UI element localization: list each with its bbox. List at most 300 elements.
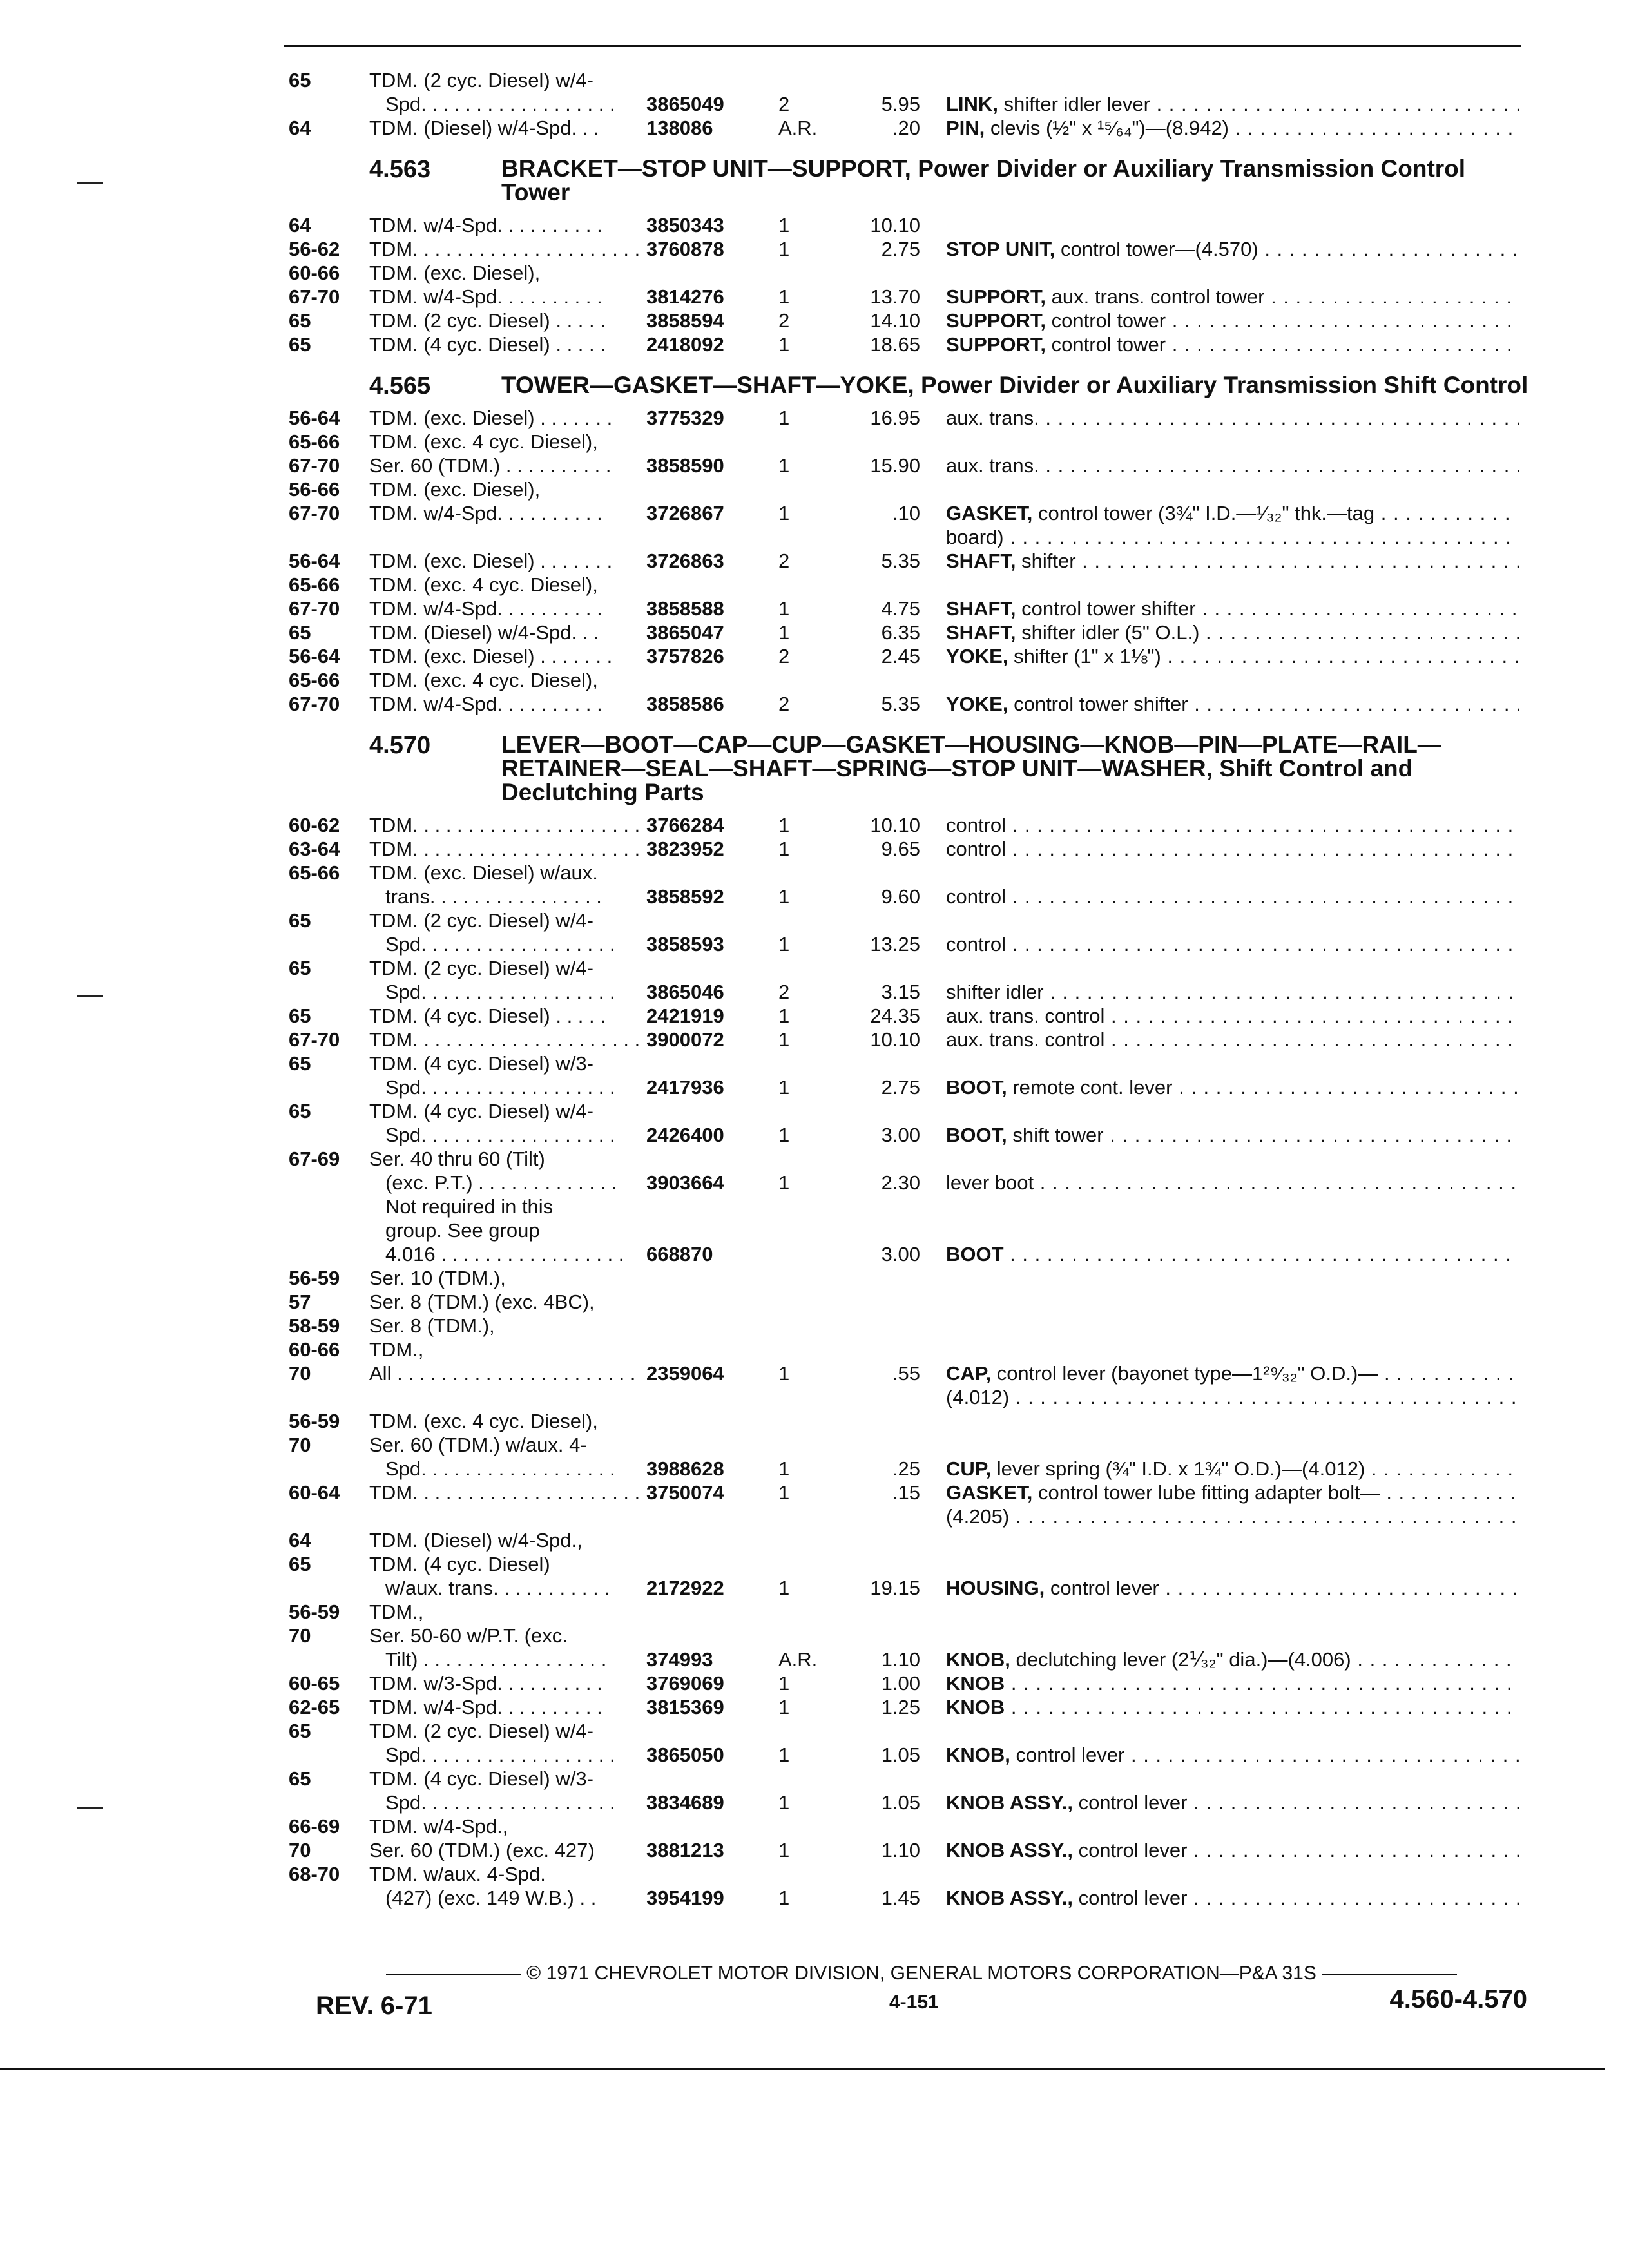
part-detail: control lever (1072, 1887, 1188, 1909)
part-description (946, 1886, 1519, 1910)
model-years: 56-59 (289, 1267, 340, 1289)
quantity: 1 (778, 1457, 790, 1480)
part-detail: control tower—(4.570) (1055, 238, 1258, 260)
margin-tick (77, 1807, 103, 1809)
part-row (289, 1576, 1519, 1600)
part-row (289, 597, 1519, 620)
part-name: GASKET, (946, 1481, 1033, 1504)
part-detail: control tower shifter (1016, 597, 1196, 620)
part-number: 2417936 (646, 1076, 724, 1099)
quantity: 2 (778, 93, 790, 115)
model-years: 67-70 (289, 285, 340, 308)
quantity: 1 (778, 1362, 790, 1385)
price: 13.70 (870, 285, 920, 308)
part-row (289, 1409, 1519, 1433)
application: TDM. . . . . . . . . . . . . . . . . . . . . (369, 238, 641, 260)
model-years: 65-66 (289, 669, 340, 691)
application: TDM., (369, 1600, 424, 1623)
part-row (289, 1099, 1519, 1123)
model-years: 67-69 (289, 1148, 340, 1170)
part-detail: control lever (1010, 1744, 1125, 1766)
part-row (289, 1767, 1519, 1791)
price: 3.00 (881, 1243, 920, 1265)
application: (exc. P.T.) . . . . . . . . . . . . . (385, 1171, 617, 1194)
application: Ser. 60 (TDM.) (exc. 427) (369, 1839, 595, 1861)
part-number: 3726863 (646, 550, 724, 572)
part-row (289, 1481, 1519, 1504)
model-years: 64 (289, 117, 311, 139)
application: TDM. (Diesel) w/4-Spd. . . (369, 117, 599, 139)
part-detail: aux. trans. control (946, 1028, 1105, 1051)
part-row (289, 620, 1519, 644)
part-description (946, 454, 1519, 477)
part-row (289, 1719, 1519, 1743)
part-number: 2426400 (646, 1124, 724, 1146)
application: TDM. (Diesel) w/4-Spd. . . (369, 621, 599, 644)
quantity: 1 (778, 214, 790, 236)
part-detail: control lever (bayonet type—1²⁹⁄₃₂" O.D.)— (991, 1362, 1378, 1385)
quantity: 1 (778, 1696, 790, 1718)
section-number: 4.565 (369, 372, 431, 399)
part-description (946, 885, 1519, 908)
part-row (289, 908, 1519, 932)
part-number: 3834689 (646, 1791, 724, 1814)
application: TDM. (2 cyc. Diesel) w/4- (369, 957, 593, 979)
application: w/aux. trans. . . . . . . . . . . (385, 1577, 610, 1599)
part-detail: control (946, 814, 1007, 836)
price: 5.35 (881, 550, 920, 572)
part-row (289, 332, 1519, 356)
part-detail: aux. trans. control tower (1046, 285, 1265, 308)
model-years: 65 (289, 1767, 311, 1790)
part-row (289, 1052, 1519, 1075)
part-detail: control lever (1045, 1577, 1159, 1599)
part-description (946, 309, 1519, 332)
model-years: 64 (289, 1529, 311, 1552)
page-footer (316, 1962, 1527, 2020)
part-row (289, 1743, 1519, 1767)
part-row (289, 213, 1519, 237)
price: 19.15 (870, 1577, 920, 1599)
model-years: 65-66 (289, 573, 340, 596)
model-years: 65 (289, 1553, 311, 1575)
part-row (289, 692, 1519, 716)
application: TDM. (2 cyc. Diesel) w/4- (369, 909, 593, 932)
price: .25 (892, 1457, 920, 1480)
part-name: KNOB ASSY., (946, 1791, 1073, 1814)
part-number: 2418092 (646, 333, 724, 356)
part-detail: shifter (1" x 1⅛") (1008, 645, 1161, 668)
application: TDM. (exc. 4 cyc. Diesel), (369, 1410, 598, 1432)
part-detail: shifter idler (946, 981, 1044, 1003)
part-number: 3858592 (646, 885, 724, 908)
part-row (289, 1504, 1519, 1528)
model-years: 63-64 (289, 838, 340, 860)
copyright-text: © 1971 CHEVROLET MOTOR DIVISION, GENERAL MOTORS CORPORATION—P&A 31S (526, 1963, 1316, 1984)
part-number: 3858590 (646, 454, 724, 477)
application: Spd. . . . . . . . . . . . . . . . . . (385, 981, 615, 1003)
application: Spd. . . . . . . . . . . . . . . . . . (385, 933, 615, 956)
part-row (289, 1695, 1519, 1719)
part-name: STOP UNIT, (946, 238, 1055, 260)
application: (427) (exc. 149 W.B.) . . (385, 1887, 597, 1909)
quantity: 1 (778, 407, 790, 429)
quantity: 2 (778, 981, 790, 1003)
quantity: 1 (778, 1004, 790, 1027)
part-detail: shifter (1016, 550, 1076, 572)
part-name: KNOB (946, 1672, 1005, 1695)
part-row (289, 1028, 1519, 1052)
price: 10.10 (870, 214, 920, 236)
part-number: 3775329 (646, 407, 724, 429)
part-row (289, 1338, 1519, 1361)
part-row (289, 430, 1519, 454)
model-years: 65-66 (289, 861, 340, 884)
part-number: 3760878 (646, 238, 724, 260)
quantity: 1 (778, 1028, 790, 1051)
copyright-line (316, 1962, 1527, 1985)
part-detail: control tower (1046, 333, 1166, 356)
part-description (946, 501, 1519, 525)
part-row (289, 1314, 1519, 1338)
application: TDM. w/4-Spd. . . . . . . . . . (369, 285, 602, 308)
model-years: 60-64 (289, 1481, 340, 1504)
application: 4.016 . . . . . . . . . . . . . . . . . (385, 1243, 624, 1265)
application: TDM. (Diesel) w/4-Spd., (369, 1529, 583, 1552)
quantity: 1 (778, 621, 790, 644)
part-name: YOKE, (946, 645, 1008, 668)
part-row (289, 92, 1519, 116)
part-row (289, 501, 1519, 525)
part-description (946, 406, 1519, 430)
part-row (289, 1552, 1519, 1576)
application: TDM. . . . . . . . . . . . . . . . . . . . . (369, 838, 641, 860)
part-description (946, 1028, 1519, 1052)
part-number: 374993 (646, 1648, 713, 1671)
section-number: 4.570 (369, 732, 431, 759)
model-years: 65 (289, 1004, 311, 1027)
model-years: 70 (289, 1624, 311, 1647)
part-name: KNOB, (946, 1648, 1010, 1671)
part-name: SUPPORT, (946, 309, 1046, 332)
part-description (946, 1004, 1519, 1028)
quantity: 1 (778, 933, 790, 956)
part-number: 3814276 (646, 285, 724, 308)
part-description (946, 1361, 1519, 1385)
part-row (289, 285, 1519, 309)
price: 1.05 (881, 1791, 920, 1814)
quantity: 1 (778, 1744, 790, 1766)
price: 24.35 (870, 1004, 920, 1027)
part-detail: (4.012) (946, 1386, 1010, 1408)
application: TDM. (4 cyc. Diesel) (369, 1553, 550, 1575)
part-row (289, 549, 1519, 573)
part-description (946, 980, 1519, 1004)
part-detail: control tower (1046, 309, 1166, 332)
section-title: BRACKET—STOP UNIT—SUPPORT, Power Divider or Auxiliary Transmission Control Tower (501, 155, 1466, 206)
price: 2.75 (881, 1076, 920, 1099)
price: 2.75 (881, 238, 920, 260)
part-description (946, 1648, 1519, 1671)
part-name: SHAFT, (946, 550, 1016, 572)
price: 10.10 (870, 1028, 920, 1051)
part-row (289, 477, 1519, 501)
application: Tilt) . . . . . . . . . . . . . . . . . (385, 1648, 607, 1671)
part-row (289, 1195, 1519, 1218)
part-description (946, 1123, 1519, 1147)
part-description (946, 837, 1519, 861)
application: TDM. (2 cyc. Diesel) . . . . . (369, 309, 606, 332)
part-number: 3858586 (646, 693, 724, 715)
part-row (289, 1004, 1519, 1028)
part-number: 3881213 (646, 1839, 724, 1861)
part-row (289, 261, 1519, 285)
part-detail: shift tower (1007, 1124, 1104, 1146)
top-rule (284, 45, 1521, 47)
price: .55 (892, 1362, 920, 1385)
model-years: 65 (289, 309, 311, 332)
part-row (289, 1242, 1519, 1266)
application: Spd. . . . . . . . . . . . . . . . . . (385, 1791, 615, 1814)
application: TDM., (369, 1338, 424, 1361)
quantity: 1 (778, 814, 790, 836)
quantity: 1 (778, 1171, 790, 1194)
price: .10 (892, 502, 920, 524)
part-row (289, 837, 1519, 861)
part-number: 3865046 (646, 981, 724, 1003)
model-years: 68-70 (289, 1863, 340, 1885)
part-description (946, 1385, 1519, 1409)
part-number: 3954199 (646, 1887, 724, 1909)
part-row (289, 454, 1519, 477)
part-row (289, 980, 1519, 1004)
application: Ser. 8 (TDM.), (369, 1314, 495, 1337)
model-years: 56-64 (289, 645, 340, 668)
quantity: 1 (778, 1124, 790, 1146)
price: 1.05 (881, 1744, 920, 1766)
page-number: 4-151 (889, 1992, 939, 2013)
quantity: 1 (778, 1672, 790, 1695)
part-number: 3858588 (646, 597, 724, 620)
price: 1.25 (881, 1696, 920, 1718)
application: Spd. . . . . . . . . . . . . . . . . . (385, 1457, 615, 1480)
model-years: 65 (289, 909, 311, 932)
application: TDM. (exc. Diesel), (369, 262, 541, 284)
part-row (289, 573, 1519, 597)
part-description (946, 620, 1519, 644)
part-number: 3858593 (646, 933, 724, 956)
part-description (946, 92, 1519, 116)
price: 14.10 (870, 309, 920, 332)
section-heading (289, 157, 1519, 204)
model-years: 56-64 (289, 407, 340, 429)
part-name: BOOT (946, 1243, 1004, 1265)
model-years: 60-66 (289, 1338, 340, 1361)
part-row (289, 1671, 1519, 1695)
part-row (289, 1624, 1519, 1648)
application: All . . . . . . . . . . . . . . . . . . . . . . (369, 1362, 636, 1385)
application: TDM. (4 cyc. Diesel) . . . . . (369, 333, 606, 356)
model-years: 56-62 (289, 238, 340, 260)
part-number: 3900072 (646, 1028, 724, 1051)
model-years: 65 (289, 621, 311, 644)
application: TDM. w/4-Spd. . . . . . . . . . (369, 1696, 602, 1718)
part-row (289, 1600, 1519, 1624)
price: 5.35 (881, 693, 920, 715)
application: Ser. 60 (TDM.) . . . . . . . . . . (369, 454, 612, 477)
section-title: LEVER—BOOT—CAP—CUP—GASKET—HOUSING—KNOB—PIN—PLATE—RAIL—RETAINER—SEAL—SHAFT—SPRING—STOP UNIT—WASHER, Shift Control and Declutching Parts (501, 731, 1441, 805)
model-years: 67-70 (289, 597, 340, 620)
application: TDM. (exc. 4 cyc. Diesel), (369, 669, 598, 691)
application: TDM. (4 cyc. Diesel) w/3- (369, 1052, 593, 1075)
part-row (289, 644, 1519, 668)
part-row (289, 309, 1519, 332)
margin-tick (77, 182, 103, 184)
section-heading (289, 733, 1519, 804)
part-detail: shifter idler (5" O.L.) (1016, 621, 1200, 644)
part-number: 3865047 (646, 621, 724, 644)
model-years: 65 (289, 69, 311, 91)
part-description (946, 525, 1519, 549)
part-detail: (4.205) (946, 1505, 1010, 1528)
part-description (946, 1791, 1519, 1814)
price: 1.00 (881, 1672, 920, 1695)
quantity: 1 (778, 502, 790, 524)
application: TDM. w/aux. 4-Spd. (369, 1863, 546, 1885)
part-description (946, 237, 1519, 261)
part-detail: declutching lever (2⅟₃₂" dia.)—(4.006) (1010, 1648, 1351, 1671)
part-number: 3865049 (646, 93, 724, 115)
part-row (289, 1123, 1519, 1147)
quantity: 1 (778, 1076, 790, 1099)
price: 5.95 (881, 93, 920, 115)
application: TDM. (exc. Diesel), (369, 478, 541, 501)
application: TDM. (exc. Diesel) . . . . . . . (369, 550, 613, 572)
application: TDM. (2 cyc. Diesel) w/4- (369, 69, 593, 91)
application: group. See group (385, 1219, 540, 1242)
part-description (946, 1576, 1519, 1600)
model-years: 67-70 (289, 693, 340, 715)
application: TDM. (exc. 4 cyc. Diesel), (369, 430, 598, 453)
application: TDM. w/3-Spd. . . . . . . . . . (369, 1672, 602, 1695)
part-description (946, 1242, 1519, 1266)
model-years: 56-59 (289, 1410, 340, 1432)
application: Not required in this (385, 1195, 554, 1218)
part-detail: control (946, 885, 1007, 908)
part-number: 3750074 (646, 1481, 724, 1504)
application: TDM. . . . . . . . . . . . . . . . . . . . . (369, 1028, 641, 1051)
part-description (946, 644, 1519, 668)
model-years: 67-70 (289, 1028, 340, 1051)
part-name: YOKE, (946, 693, 1008, 715)
part-number: 3865050 (646, 1744, 724, 1766)
model-years: 64 (289, 214, 311, 236)
part-row (289, 1528, 1519, 1552)
model-years: 60-66 (289, 262, 340, 284)
part-name: KNOB ASSY., (946, 1887, 1073, 1909)
part-name: BOOT, (946, 1124, 1007, 1146)
part-row (289, 1147, 1519, 1171)
price: 9.65 (881, 838, 920, 860)
quantity: 1 (778, 597, 790, 620)
part-row (289, 1171, 1519, 1195)
part-description (946, 1481, 1519, 1504)
model-years: 56-66 (289, 478, 340, 501)
part-detail: aux. trans. (946, 407, 1039, 429)
model-years: 62-65 (289, 1696, 340, 1718)
part-row (289, 885, 1519, 908)
application: TDM. (4 cyc. Diesel) . . . . . (369, 1004, 606, 1027)
model-years: 56-64 (289, 550, 340, 572)
application: TDM. (exc. Diesel) w/aux. (369, 861, 598, 884)
quantity: 1 (778, 285, 790, 308)
part-row (289, 1814, 1519, 1838)
part-number: 2359064 (646, 1362, 724, 1385)
revision-label: REV. 6-71 (316, 1992, 432, 2020)
part-row (289, 1361, 1519, 1385)
part-number: 3858594 (646, 309, 724, 332)
price: 2.45 (881, 645, 920, 668)
application: TDM. . . . . . . . . . . . . . . . . . . . . (369, 1481, 641, 1504)
quantity: 1 (778, 1481, 790, 1504)
application: Spd. . . . . . . . . . . . . . . . . . (385, 1744, 615, 1766)
part-row (289, 1075, 1519, 1099)
part-detail: remote cont. lever (1007, 1076, 1173, 1099)
quantity: 2 (778, 693, 790, 715)
part-detail: control lever (1072, 1791, 1188, 1814)
part-number: 138086 (646, 117, 713, 139)
part-row (289, 1218, 1519, 1242)
model-years: 70 (289, 1362, 311, 1385)
part-row (289, 1266, 1519, 1290)
price: 9.60 (881, 885, 920, 908)
part-detail: control tower (3¾" I.D.—¹⁄₃₂" thk.—tag (1032, 502, 1375, 524)
model-years: 65 (289, 1100, 311, 1122)
part-row (289, 1457, 1519, 1481)
part-row (289, 1385, 1519, 1409)
section-heading (289, 372, 1528, 399)
part-name: CUP, (946, 1457, 992, 1480)
part-name: KNOB (946, 1696, 1005, 1718)
application: TDM. (2 cyc. Diesel) w/4- (369, 1720, 593, 1742)
price: 6.35 (881, 621, 920, 644)
part-row (289, 406, 1519, 430)
part-detail: clevis (½" x ¹⁵⁄₆₄")—(8.942) (985, 117, 1229, 139)
application: TDM. . . . . . . . . . . . . . . . . . . . . (369, 814, 641, 836)
application: Spd. . . . . . . . . . . . . . . . . . (385, 93, 615, 115)
part-row (289, 1886, 1519, 1910)
part-detail: aux. trans. control (946, 1004, 1105, 1027)
model-years: 70 (289, 1434, 311, 1456)
part-description (946, 813, 1519, 837)
part-detail: shifter idler lever (998, 93, 1150, 115)
price: 3.00 (881, 1124, 920, 1146)
quantity: 2 (778, 550, 790, 572)
part-row (289, 861, 1519, 885)
application: TDM. w/4-Spd., (369, 1815, 508, 1838)
price: 16.95 (870, 407, 920, 429)
part-number: 3766284 (646, 814, 724, 836)
application: TDM. (exc. Diesel) . . . . . . . (369, 645, 613, 668)
application: TDM. (exc. 4 cyc. Diesel), (369, 573, 598, 596)
part-description (946, 1695, 1519, 1719)
model-years: 65 (289, 1052, 311, 1075)
part-detail: lever spring (¾" I.D. x 1¾" O.D.)—(4.012) (991, 1457, 1365, 1480)
part-name: PIN, (946, 117, 985, 139)
quantity: A.R. (778, 117, 818, 139)
part-row (289, 1838, 1519, 1862)
part-name: SHAFT, (946, 621, 1016, 644)
